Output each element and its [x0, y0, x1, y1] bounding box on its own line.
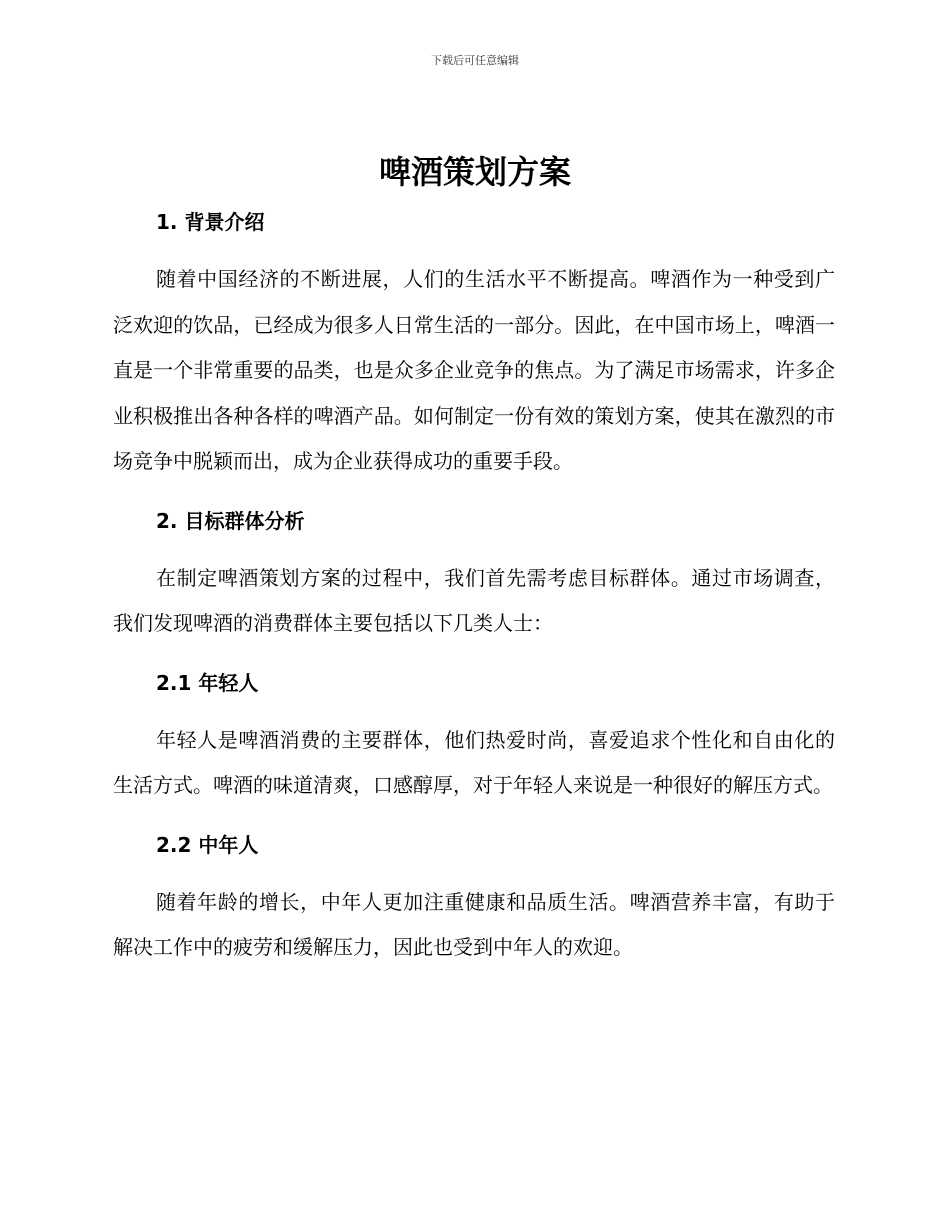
section-young-people [113, 661, 835, 809]
section-paragraph: 随着年龄的增长，中年人更加注重健康和品质生活。啤酒营养丰富，有助于解决工作中的疲劳和缓解压力，因此也受到中年人的欢迎。 [113, 889, 835, 959]
section-heading: 1. 背景介绍 [156, 210, 265, 234]
section-heading: 2.2 中年人 [156, 832, 259, 857]
document-body [113, 200, 835, 971]
document-title: 啤酒策划方案 [378, 153, 571, 191]
page-header-note: 下载后可任意编辑 [431, 54, 519, 67]
section-paragraph: 随着中国经济的不断进展，人们的生活水平不断提高。啤酒作为一种受到广泛欢迎的饮品，已经成为很多人日常生活的一部分。因此，在中国市场上，啤酒一直是一个非常重要的品类，也是众多企业竞争的焦点。为了满足市场需求，许多企业积极推出各种各样的啤酒产品。如何制定一份有效的策划方案，使其在激烈的市场竞争中脱颖而出，成为企业获得成功的重要手段。 [113, 267, 835, 473]
section-paragraph: 在制定啤酒策划方案的过程中，我们首先需考虑目标群体。通过市场调查，我们发现啤酒的消费群体主要包括以下几类人士： [113, 565, 835, 635]
section-background [113, 200, 835, 485]
section-heading: 2.1 年轻人 [156, 670, 259, 695]
section-heading: 2. 目标群体分析 [156, 508, 305, 533]
section-target-group [113, 499, 835, 647]
section-paragraph: 年轻人是啤酒消费的主要群体，他们热爱时尚，喜爱追求个性化和自由化的生活方式。啤酒的味道清爽，口感醇厚，对于年轻人来说是一种很好的解压方式。 [113, 727, 835, 797]
section-middle-aged [113, 823, 835, 971]
